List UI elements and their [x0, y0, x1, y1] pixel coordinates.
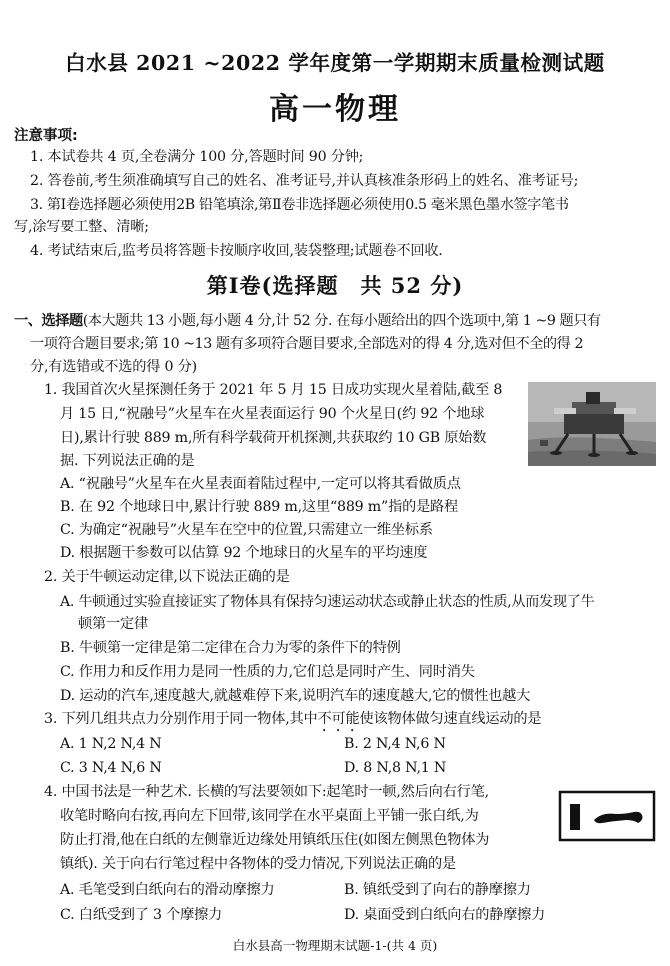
page-footer: 白水县高一物理期末试题-1-(共 4 页) — [232, 938, 438, 953]
rover-photo — [528, 382, 656, 466]
section-intro-line: 一项符合题目要求;第 10 ~13 题有多项符合题目要求,全部选对的得 4 分,选对但不全的得 2 — [30, 336, 584, 352]
q3-option-a: A. 1 N,2 N,4 N — [60, 736, 162, 752]
notice-item: 3. 第Ⅰ卷选择题必须使用2B 铅笔填涂,第Ⅱ卷非选择题必须使用0.5 毫米黑色墨水签字笔书 — [30, 197, 569, 213]
q3-stem-emphasis: 不可能 — [317, 711, 360, 727]
notice-item: 2. 答卷前,考生须准确填写自己的姓名、准考证号,并认真核准条形码上的姓名、准考证号; — [30, 173, 579, 189]
section-intro — [14, 311, 601, 331]
section-intro-label: 一、选择题 — [14, 313, 83, 329]
notice-item: 1. 本试卷共 4 页,全卷满分 100 分,答题时间 90 分钟; — [30, 149, 364, 165]
q1-stem-line: 月 15 日,“祝融号”火星车在火星表面运行 90 个火星日(约 92 个地球 — [60, 406, 485, 422]
q4-option-c: C. 白纸受到了 3 个摩擦力 — [60, 907, 223, 923]
q2-option-b: B. 牛顿第一定律是第二定律在合力为零的条件下的特例 — [60, 640, 401, 656]
q3-option-c: C. 3 N,4 N,6 N — [60, 760, 162, 776]
q3-stem-post: 使该物体做匀速直线运动的是 — [359, 711, 542, 727]
q2-stem: 2. 关于牛顿运动定律,以下说法正确的是 — [44, 569, 290, 585]
q4-option-b: B. 镇纸受到了向右的静摩擦力 — [344, 882, 531, 898]
q1-stem-line: 据. 下列说法正确的是 — [60, 453, 195, 469]
q2-option-d: D. 运动的汽车,速度越大,就越难停下来,说明汽车的速度越大,它的惯性也越大 — [60, 688, 531, 704]
q4-stem-line: 收笔时略向右按,再向左下回带,该同学在水平桌面上平铺一张白纸,为 — [60, 808, 479, 824]
q4-option-a: A. 毛笔受到白纸向右的滑动摩擦力 — [60, 882, 275, 898]
q3-option-d: D. 8 N,8 N,1 N — [344, 760, 447, 776]
q3-option-b: B. 2 N,4 N,6 N — [344, 736, 446, 752]
q3-stem — [44, 709, 541, 735]
q1-option-b: B. 在 92 个地球日中,累计行驶 889 m,这里“889 m”指的是路程 — [60, 499, 459, 515]
subject-title: 高一物理 — [269, 92, 401, 127]
section-intro-text: (本大题共 13 小题,每小题 4 分,计 52 分. 在每小题给出的四个选项中,第 1 ~9 题只有 — [82, 313, 601, 329]
notice-heading: 注意事项: — [14, 128, 78, 144]
calligraphy-figure — [558, 790, 656, 842]
q2-option-a-cont: 顿第一定律 — [78, 616, 148, 632]
section-intro-line: 分,有选错或不选的得 0 分) — [30, 359, 197, 375]
exam-title: 白水县 2021 ~2022 学年度第一学期期末质量检测试题 — [65, 51, 605, 75]
notice-item: 4. 考试结束后,监考员将答题卡按顺序收回,装袋整理;试题卷不回收. — [30, 243, 443, 259]
q4-stem-line: 防止打滑,他在白纸的左侧靠近边缘处用镇纸压住(如图左侧黑色物体为 — [60, 832, 490, 848]
notice-item: 写,涂写要工整、清晰; — [14, 219, 149, 235]
q2-option-a: A. 牛顿通过实验直接证实了物体具有保持匀速运动状态或静止状态的性质,从而发现了牛 — [60, 594, 595, 610]
q4-option-d: D. 桌面受到白纸向右的静摩擦力 — [344, 907, 546, 923]
q1-stem-line: 日),累计行驶 889 m,所有科学载荷开机探测,共获取约 10 GB 原始数 — [60, 430, 487, 446]
q1-option-c: C. 为确定“祝融号”火星车在空中的位置,只需建立一维坐标系 — [60, 522, 433, 538]
q1-stem-line: 1. 我国首次火星探测任务于 2021 年 5 月 15 日成功实现火星着陆,截至 8 — [44, 382, 503, 398]
q4-stem-line: 4. 中国书法是一种艺术. 长横的写法要领如下:起笔时一顿,然后向右行笔, — [44, 784, 489, 800]
q1-option-d: D. 根据题干参数可以估算 92 个地球日的火星车的平均速度 — [60, 545, 428, 561]
q3-stem-pre: 3. 下列几组共点力分别作用于同一物体,其中 — [44, 711, 318, 727]
section-heading: 第Ⅰ卷(选择题 共 52 分) — [206, 273, 464, 298]
q1-option-a: A. “祝融号”火星车在火星表面着陆过程中,一定可以将其看做质点 — [60, 476, 461, 492]
q2-option-c: C. 作用力和反作用力是同一性质的力,它们总是同时产生、同时消失 — [60, 664, 475, 680]
q4-stem-line: 镇纸). 关于向右行笔过程中各物体的受力情况,下列说法正确的是 — [60, 856, 456, 872]
